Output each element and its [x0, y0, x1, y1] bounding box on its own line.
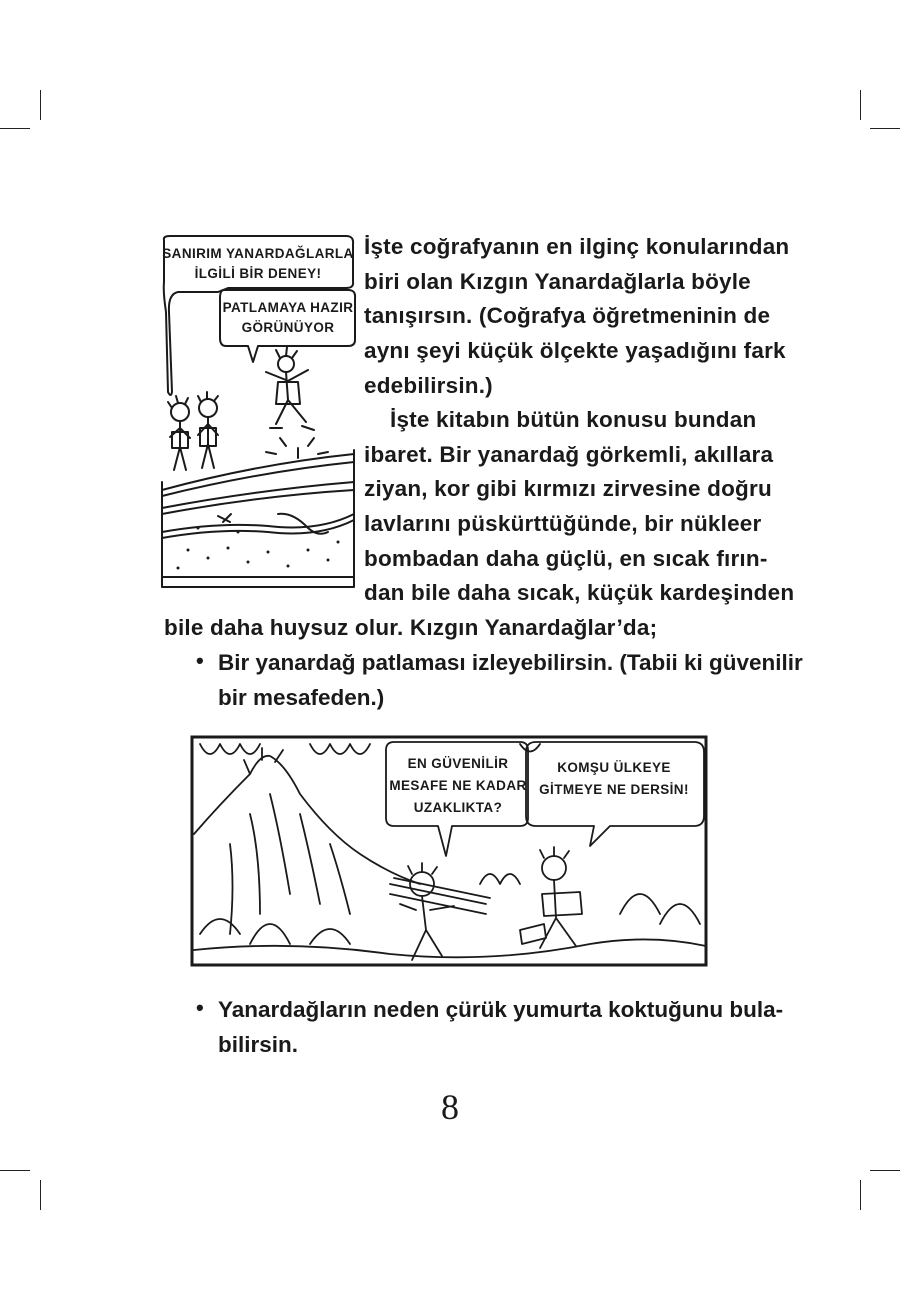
book [520, 924, 546, 944]
text-line: Bir yanardağ patlaması izleyebilirsin. (Tabii ki güvenilir [218, 650, 803, 675]
paragraph-intro [364, 230, 790, 403]
bubble-text: PATLAMAYA HAZIR [222, 300, 354, 315]
crop-mark [0, 128, 30, 129]
text-line: ziyan, kor gibi kırmızı zirvesine doğru [364, 476, 772, 502]
cartoon-safe-distance [190, 734, 710, 970]
crop-mark [40, 90, 41, 120]
text-line: bile daha huysuz olur. Kızgın Yanardağlar’da; [164, 615, 658, 640]
bubble-text: GİTMEYE NE DERSİN! [539, 782, 689, 797]
text-line: bir mesafeden.) [218, 684, 385, 710]
text-line: bombadan daha güçlü, en sıcak fırın- [364, 545, 768, 571]
bullet-item [218, 993, 784, 1062]
bullet-marker: • [196, 995, 204, 1020]
text-line: Yanardağların neden çürük yumurta koktuğunu bula- [218, 997, 784, 1022]
bubble-text: KOMŞU ÜLKEYE [557, 760, 671, 775]
bubble-text: MESAFE NE KADAR [389, 778, 527, 793]
bullet-item [218, 646, 803, 715]
bullet-marker: • [196, 648, 204, 673]
crop-mark [860, 90, 861, 120]
text-line: dan bile daha sıcak, küçük kardeşinden [364, 580, 795, 606]
bubble-text: SANIRIM YANARDAĞLARLA [162, 246, 354, 261]
crop-mark [0, 1170, 30, 1171]
bubble-text: GÖRÜNÜYOR [241, 320, 335, 335]
paragraph-topic-continuation [164, 611, 764, 646]
text-line: İşte kitabın bütün konusu bundan [390, 407, 757, 432]
bubble-text: UZAKLIKTA? [413, 800, 503, 815]
bubble-text: EN GÜVENİLİR [407, 756, 509, 771]
paragraph-topic [364, 403, 795, 611]
crop-mark [870, 128, 900, 129]
crop-mark [860, 1180, 861, 1210]
bubble-text: İLGİLİ BİR DENEY! [194, 266, 322, 281]
text-line: ibaret. Bir yanardağ görkemli, akıllara [364, 441, 774, 467]
cartoon-volcano-experiment [158, 232, 358, 592]
text-line: biri olan Kızgın Yanardağlarla böyle [364, 268, 751, 294]
page-number: 8 [441, 1087, 459, 1127]
text-line: edebilirsin.) [364, 372, 493, 398]
crop-mark [870, 1170, 900, 1171]
crop-mark [40, 1180, 41, 1210]
text-line: lavlarını püskürttüğünde, bir nükleer [364, 511, 762, 537]
text-line: tanışırsın. (Coğrafya öğretmeninin de [364, 303, 771, 329]
text-line: İşte coğrafyanın en ilginç konularından [364, 234, 790, 259]
text-line: aynı şeyi küçük ölçekte yaşadığını fark [364, 338, 786, 364]
text-line: bilirsin. [218, 1031, 299, 1057]
